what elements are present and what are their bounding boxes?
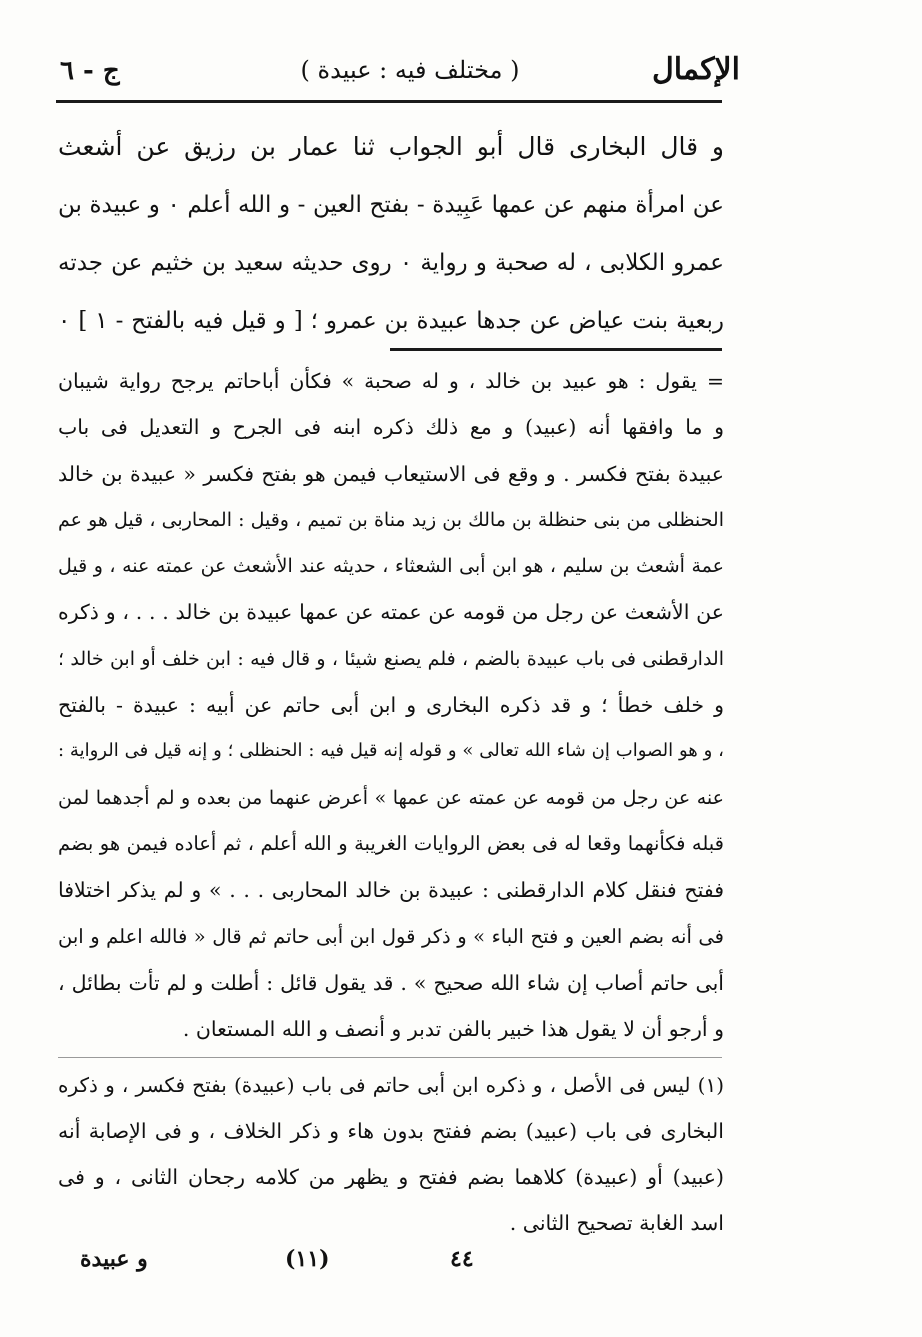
main-text-line: عمرو الكلابى ، له صحبة و رواية ٠ روى حديثه سعيد بن خثيم عن جدته xyxy=(58,250,724,276)
commentary-line: ففتح فنقل كلام الدارقطنى : عبيدة بن خالد المحاربى . . . » و لم يذكر اختلافا xyxy=(58,878,724,903)
commentary-notes xyxy=(58,358,724,1052)
commentary-line: و أرجو أن لا يقول هذا خبير بالفن تدبر و أنصف و الله المستعان . xyxy=(182,1017,724,1042)
running-head xyxy=(60,52,740,96)
catchword: و عبيدة xyxy=(80,1246,148,1272)
footnote-line: (١) ليس فى الأصل ، و ذكره ابن أبى حاتم فى باب (عبيدة) بفتح فكسر ، و ذكره xyxy=(58,1073,724,1097)
commentary-line: عنه عن رجل من قومه عن عمته عن عمها » أعرض عنهما من بعده و لم أجدهما لمن xyxy=(58,786,724,809)
book-title: الإكمال xyxy=(651,52,740,87)
commentary-line: الحنظلى من بنى حنظلة بن مالك بن زيد مناة بن تميم ، وقيل : المحاربى ، قيل هو عم xyxy=(58,508,724,531)
commentary-line: = يقول : هو عبيد بن خالد ، و له صحبة » فكأن أباحاتم يرجح رواية شيبان xyxy=(58,369,724,393)
signature-mark: (١١) xyxy=(285,1246,330,1272)
notes-separator-rule xyxy=(390,348,722,351)
page-footer xyxy=(60,1246,726,1286)
commentary-line: و خلف خطأ ؛ و قد ذكره البخارى و ابن أبى حاتم عن أبيه : عبيدة - بالفتح xyxy=(58,693,724,718)
footnote xyxy=(58,1062,724,1246)
commentary-line: عمة أشعث بن سليم ، هو ابن أبى الشعثاء ، حديثه عند الأشعث عن عمته عنه ، و قيل xyxy=(58,555,724,578)
commentary-line: عبيدة بفتح فكسر . و وقع فى الاستيعاب فيمن هو بفتح فكسر « عبيدة بن خالد xyxy=(58,461,724,486)
main-text xyxy=(58,118,724,350)
header-rule xyxy=(56,100,722,103)
commentary-line: أبى حاتم أصاب إن شاء الله صحيح » . قد يقول قائل : أطلت و لم تأت بطائل ، xyxy=(58,970,724,995)
footnote-line: اسد الغابة تصحيح الثانى . xyxy=(509,1211,724,1235)
commentary-line: و ما وافقها أنه (عبيد) و مع ذلك ذكره ابنه فى الجرح و التعديل فى باب xyxy=(58,415,724,440)
main-text-line: و قال البخارى قال أبو الجواب ثنا عمار بن رزيق عن أشعث xyxy=(58,132,724,161)
section-subject: ( مختلف فيه : عبيدة ) xyxy=(300,56,520,84)
commentary-line: فى أنه بضم العين و فتح الباء » و ذكر قول ابن أبى حاتم ثم قال « فالله اعلم و ابن xyxy=(58,924,724,948)
commentary-line: عن الأشعث عن رجل من قومه عن عمته عن عمها عبيدة بن خالد . . . ، و ذكره xyxy=(58,600,724,625)
page-number: ٤٤ xyxy=(450,1246,474,1272)
footnote-line: (عبيد) أو (عبيدة) كلاهما بضم ففتح و يظهر من كلامه رجحان الثانى ، و فى xyxy=(58,1165,724,1189)
footnote-line: البخارى فى باب (عبيد) بضم ففتح بدون هاء و ذكر الخلاف ، و فى الإصابة أنه xyxy=(58,1119,724,1143)
commentary-line: الدارقطنى فى باب عبيدة بالضم ، فلم يصنع شيئا ، و قال فيه : ابن خلف أو ابن خالد ؛ xyxy=(58,647,724,670)
main-text-line: عن امرأة منهم عن عمها عَبِيدة - بفتح العين - و الله أعلم ٠ و عبيدة بن xyxy=(58,192,724,218)
volume-number: ج - ٦ xyxy=(60,56,120,86)
main-text-line: ربعية بنت عياض عن جدها عبيدة بن عمرو ؛ [ و قيل فيه بالفتح - ١ ] ٠ xyxy=(58,308,724,334)
commentary-line: ، و هو الصواب إن شاء الله تعالى » و قوله إنه قيل فيه : الحنظلى ؛ و إنه قيل فى الرواية : xyxy=(58,740,724,762)
commentary-line: قبله فكأنهما وقعا له فى بعض الروايات الغريبة و الله أعلم ، ثم أعاده فيمن هو بضم xyxy=(58,831,724,855)
footnote-separator-rule xyxy=(58,1057,722,1058)
